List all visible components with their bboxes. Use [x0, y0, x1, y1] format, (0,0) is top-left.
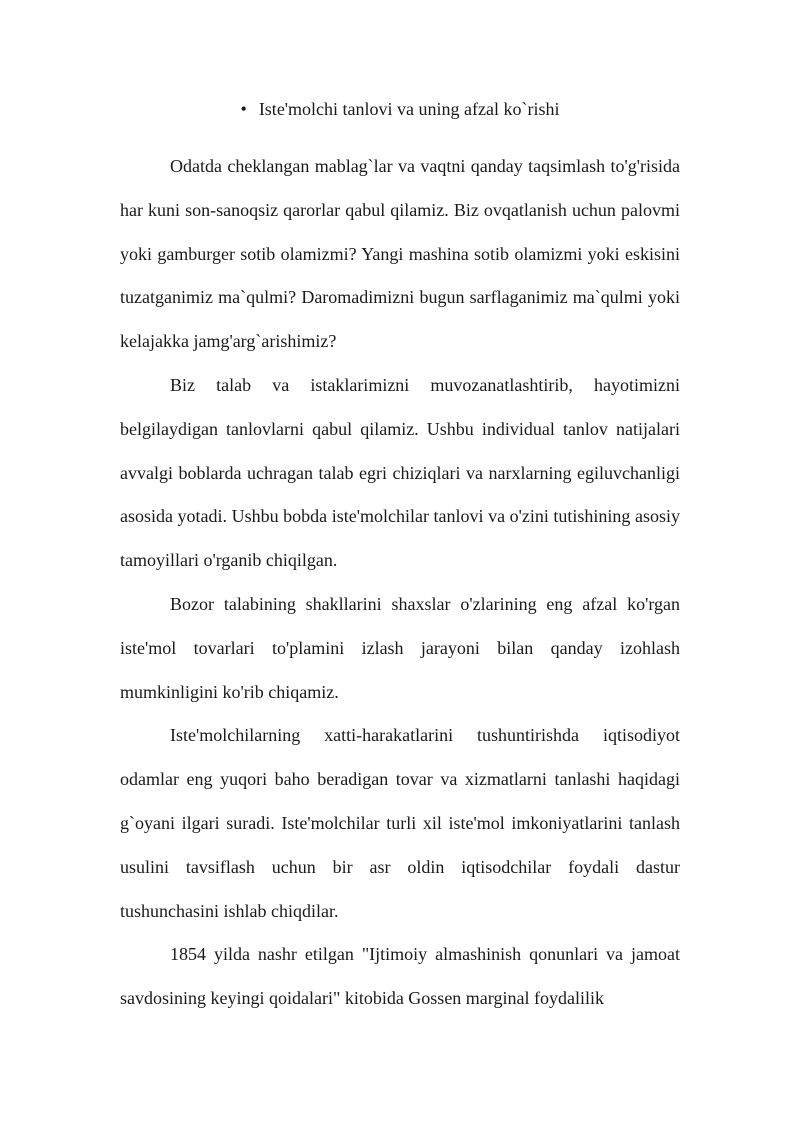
section-heading [0, 94, 800, 124]
paragraph: Bozor talabining shakllarini shaxslar o'zlarining eng afzal ko'rgan iste'mol tovarlari to'plamini izlash jarayoni bilan qanday izohlash mumkinligini ko'rib chiqamiz. [120, 593, 680, 702]
section-heading-text: Iste'molchi tanlovi va uning afzal ko`rishi [258, 99, 560, 119]
paragraph: Odatda cheklangan mablag`lar va vaqtni qanday taqsimlash to'g'risida har kuni son-sanoqsiz qarorlar qabul qilamiz. Biz ovqatlanish uchun palovmi yoki gamburger sotib olamizmi? Yangi mashina sotib olamizmi yoki eskisini tuzatganimiz ma`qulmi? Daromadimizni bugun sarflaganimiz ma`qulmi yoki kelajakka jamg'arg`arishimiz? [120, 156, 680, 352]
body-text [120, 145, 680, 1021]
bullet-icon: • [240, 99, 247, 119]
paragraph: 1854 yilda nashr etilgan "Ijtimoiy almashinish qonunlari va jamoat savdosining keyingi qoidalari" kitobida Gossen marginal foydalilik [120, 944, 680, 1009]
paragraph: Iste'molchilarning xatti-harakatlarini tushuntirishda iqtisodiyot odamlar eng yuqori baho beradigan tovar va xizmatlarni tanlashi haqidagi g`oyani ilgari suradi. Iste'molchilar turli xil iste'mol imkoniyatlarini tanlash usulini tavsiflash uchun bir asr oldin iqtisodchilar foydali dastur tushunchasini ishlab chiqdilar. [120, 725, 680, 921]
paragraph: Biz talab va istaklarimizni muvozanatlashtirib, hayotimizni belgilaydigan tanlovlarni qabul qilamiz. Ushbu individual tanlov natijalari avvalgi boblarda uchragan talab egri chiziqlari va narxlarning egiluvchanligi asosida yotadi. Ushbu bobda iste'molchilar tanlovi va o'zini tutishining asosiy tamoyillari o'rganib chiqilgan. [120, 374, 680, 571]
